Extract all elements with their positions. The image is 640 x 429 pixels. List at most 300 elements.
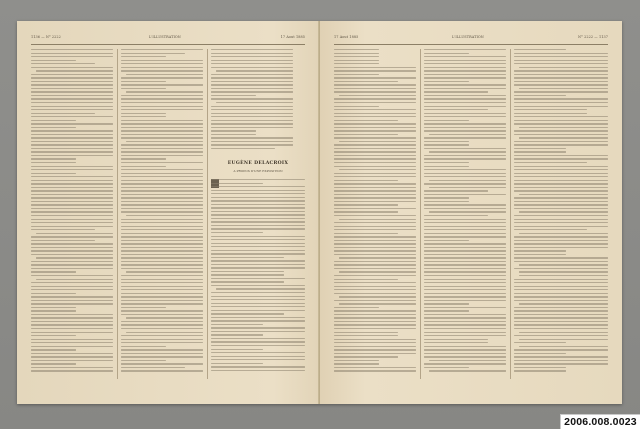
text-line	[514, 370, 566, 371]
text-line	[424, 109, 488, 110]
text-line	[121, 169, 203, 170]
text-line	[519, 211, 608, 212]
text-line	[211, 303, 305, 304]
column-divider	[510, 49, 511, 379]
text-line	[514, 134, 608, 135]
text-line	[424, 141, 469, 142]
text-line	[519, 332, 608, 333]
text-line	[121, 204, 203, 205]
text-line	[121, 335, 203, 336]
text-line	[121, 201, 203, 202]
text-line	[424, 222, 506, 223]
text-line	[211, 116, 293, 117]
text-line	[514, 106, 608, 107]
text-line	[36, 70, 113, 71]
text-line	[424, 300, 506, 301]
text-line	[424, 363, 506, 364]
text-line	[211, 274, 284, 275]
text-line	[211, 200, 305, 201]
text-line	[211, 334, 263, 335]
text-line	[126, 74, 203, 75]
text-line	[334, 123, 416, 124]
text-line	[424, 67, 506, 68]
text-line	[31, 162, 76, 163]
text-line	[424, 296, 506, 297]
text-line	[121, 67, 203, 68]
text-line	[31, 342, 113, 343]
text-line	[31, 137, 113, 138]
text-line	[31, 356, 113, 357]
text-line	[211, 144, 293, 145]
text-line	[31, 187, 113, 188]
text-line	[334, 349, 416, 350]
text-line	[121, 303, 203, 304]
text-line	[514, 289, 608, 290]
text-line	[31, 261, 113, 262]
text-line	[211, 239, 305, 240]
text-line	[424, 127, 506, 128]
text-line	[211, 228, 305, 229]
text-line	[334, 53, 379, 54]
text-line	[424, 367, 469, 368]
text-line	[121, 120, 203, 121]
text-line	[519, 194, 608, 195]
text-line	[31, 363, 76, 364]
text-line	[519, 271, 608, 272]
text-line	[334, 332, 398, 333]
text-line	[334, 84, 416, 85]
text-line	[424, 70, 506, 71]
text-line	[514, 95, 566, 96]
text-line	[121, 70, 203, 71]
text-line	[31, 148, 113, 149]
text-line	[334, 286, 416, 287]
text-line	[514, 356, 608, 357]
text-line	[514, 219, 608, 220]
text-line	[211, 127, 293, 128]
text-line	[31, 247, 113, 248]
text-line	[36, 257, 113, 258]
left-header-masthead: L'ILLUSTRATION	[149, 35, 181, 39]
text-line	[334, 162, 416, 163]
text-line	[121, 339, 203, 340]
text-line	[334, 360, 379, 361]
text-line	[334, 183, 416, 184]
text-line	[334, 120, 398, 121]
text-line	[121, 113, 166, 114]
text-line	[514, 261, 608, 262]
text-line	[424, 74, 506, 75]
text-line	[424, 162, 469, 163]
text-line	[211, 225, 305, 226]
text-line	[514, 120, 608, 121]
text-line	[339, 169, 416, 170]
text-line	[121, 151, 203, 152]
text-line	[424, 148, 506, 149]
text-line	[31, 222, 113, 223]
text-line	[121, 60, 203, 61]
text-line	[121, 208, 203, 209]
text-line	[211, 260, 305, 261]
right-header-date: 17 Aout 1885	[334, 35, 359, 39]
text-line	[514, 63, 608, 64]
text-line	[514, 197, 608, 198]
text-line	[334, 49, 379, 50]
text-line	[514, 247, 608, 248]
text-line	[31, 310, 76, 311]
text-line	[514, 314, 608, 315]
text-line	[121, 300, 203, 301]
text-line	[424, 275, 506, 276]
text-line	[424, 353, 506, 354]
text-line	[121, 229, 203, 230]
text-line	[211, 214, 305, 215]
text-line	[31, 49, 113, 50]
text-line	[31, 324, 113, 325]
text-line	[514, 102, 608, 103]
text-line	[121, 176, 203, 177]
text-line	[334, 370, 416, 371]
text-line	[519, 303, 608, 304]
text-line	[514, 229, 587, 230]
text-line	[31, 296, 113, 297]
text-line	[519, 127, 608, 128]
text-line	[121, 63, 203, 64]
text-line	[334, 268, 416, 269]
text-line	[514, 286, 608, 287]
text-line	[121, 98, 203, 99]
text-line	[31, 120, 76, 121]
text-line	[514, 84, 608, 85]
text-line	[121, 257, 203, 258]
text-line	[334, 180, 398, 181]
text-line	[31, 293, 76, 294]
text-line	[334, 293, 416, 294]
text-line	[334, 155, 416, 156]
text-line	[514, 296, 608, 297]
text-line	[121, 279, 203, 280]
text-line	[121, 77, 203, 78]
text-line	[121, 106, 203, 107]
text-line	[339, 95, 416, 96]
text-line	[211, 359, 305, 360]
text-line	[31, 264, 113, 265]
text-line	[424, 116, 506, 117]
text-line	[334, 109, 416, 110]
text-line	[424, 158, 506, 159]
text-line	[334, 176, 416, 177]
text-line	[121, 233, 203, 234]
text-line	[429, 370, 506, 371]
left-header-rule	[31, 44, 305, 45]
text-line	[334, 342, 416, 343]
text-line	[334, 144, 416, 145]
text-line	[514, 162, 587, 163]
text-line	[31, 56, 113, 57]
text-line	[126, 141, 203, 142]
text-line	[211, 109, 293, 110]
text-line	[424, 120, 469, 121]
text-line	[334, 70, 416, 71]
text-line	[514, 77, 608, 78]
text-line	[211, 141, 293, 142]
text-line	[519, 339, 608, 340]
text-line	[424, 130, 506, 131]
text-line	[36, 279, 113, 280]
text-line	[334, 279, 398, 280]
text-line	[31, 307, 76, 308]
text-line	[211, 331, 305, 332]
text-line	[519, 88, 608, 89]
text-line	[334, 226, 416, 227]
left-header-date: 17 Aout 1885	[280, 35, 305, 39]
text-line	[519, 346, 608, 347]
text-line	[514, 173, 608, 174]
text-line	[31, 88, 113, 89]
text-line	[424, 271, 506, 272]
text-line	[334, 190, 416, 191]
text-line	[424, 293, 506, 294]
text-line	[424, 324, 506, 325]
text-line	[424, 268, 506, 269]
text-line	[31, 208, 113, 209]
text-line	[514, 215, 608, 216]
text-line	[334, 81, 398, 82]
text-line	[514, 70, 608, 71]
text-line	[31, 63, 95, 64]
text-line	[211, 63, 293, 64]
text-line	[31, 367, 113, 368]
text-line	[31, 176, 113, 177]
text-line	[424, 95, 506, 96]
text-line	[31, 271, 76, 272]
text-line	[424, 194, 506, 195]
text-line	[121, 130, 203, 131]
text-line	[121, 264, 203, 265]
text-line	[31, 289, 113, 290]
text-line	[514, 166, 608, 167]
text-line	[31, 116, 113, 117]
text-line	[334, 151, 416, 152]
text-line	[339, 219, 416, 220]
text-line	[121, 197, 203, 198]
text-line	[211, 148, 275, 149]
text-line	[211, 363, 263, 364]
text-line	[126, 215, 203, 216]
text-line	[424, 183, 506, 184]
text-line	[424, 243, 506, 244]
text-line	[334, 339, 416, 340]
text-line	[31, 254, 113, 255]
text-line	[121, 158, 166, 159]
text-line	[514, 342, 566, 343]
text-line	[121, 180, 203, 181]
text-line	[424, 286, 506, 287]
text-line	[334, 317, 416, 318]
text-line	[424, 190, 488, 191]
text-line	[514, 91, 608, 92]
text-line	[31, 300, 113, 301]
text-line	[211, 81, 293, 82]
text-line	[121, 88, 166, 89]
text-line	[334, 243, 416, 244]
text-line	[514, 204, 608, 205]
text-line	[211, 134, 256, 135]
text-line	[211, 356, 305, 357]
text-line	[334, 116, 416, 117]
text-line	[334, 328, 416, 329]
text-line	[424, 229, 506, 230]
text-line	[334, 56, 379, 57]
text-line	[514, 279, 608, 280]
text-line	[121, 296, 203, 297]
text-line	[211, 271, 284, 272]
text-line	[514, 180, 608, 181]
text-line	[31, 201, 113, 202]
text-line	[211, 292, 305, 293]
article-title: EUGÈNE DELACROIX	[227, 161, 289, 166]
text-line	[31, 155, 113, 156]
text-line	[31, 215, 113, 216]
text-line	[31, 229, 95, 230]
text-line	[424, 339, 488, 340]
text-line	[334, 310, 416, 311]
text-line	[424, 307, 506, 308]
text-line	[424, 310, 469, 311]
text-line	[31, 106, 113, 107]
text-line	[514, 60, 608, 61]
text-line	[211, 285, 305, 286]
text-line	[121, 310, 203, 311]
text-line	[514, 98, 608, 99]
text-line	[31, 349, 76, 350]
text-line	[334, 63, 379, 64]
text-line	[514, 243, 608, 244]
text-line	[514, 109, 587, 110]
text-line	[121, 123, 203, 124]
text-line	[211, 253, 305, 254]
text-line	[514, 148, 566, 149]
text-line	[334, 197, 416, 198]
text-line	[211, 345, 305, 346]
text-line	[211, 257, 284, 258]
text-line	[514, 257, 608, 258]
text-line	[31, 130, 113, 131]
text-line	[126, 271, 203, 272]
text-line	[31, 339, 113, 340]
text-line	[334, 208, 416, 209]
text-line	[334, 74, 379, 75]
text-line	[334, 264, 416, 265]
text-line	[514, 293, 608, 294]
text-line	[334, 215, 416, 216]
text-line	[424, 98, 506, 99]
text-line	[339, 296, 416, 297]
text-line	[121, 226, 203, 227]
text-line	[121, 307, 166, 308]
text-line	[424, 88, 506, 89]
text-line	[334, 356, 398, 357]
text-line	[514, 328, 608, 329]
text-line	[514, 222, 608, 223]
text-line	[424, 137, 506, 138]
catalog-label	[560, 414, 640, 429]
text-line	[334, 67, 416, 68]
text-line	[429, 134, 506, 135]
text-line	[121, 254, 203, 255]
text-line	[121, 367, 185, 368]
text-line	[211, 250, 305, 251]
text-line	[121, 148, 203, 149]
text-line	[211, 366, 305, 367]
text-line	[121, 211, 203, 212]
text-line	[31, 77, 113, 78]
text-line	[121, 293, 203, 294]
text-line	[514, 123, 608, 124]
text-line	[211, 327, 305, 328]
text-line	[31, 151, 113, 152]
text-line	[424, 197, 469, 198]
text-line	[424, 102, 506, 103]
text-line	[121, 95, 203, 96]
text-line	[514, 268, 608, 269]
text-line	[31, 194, 113, 195]
text-line	[31, 127, 76, 128]
text-line	[424, 264, 506, 265]
text-line	[424, 282, 506, 283]
right-page-header	[334, 35, 608, 43]
text-line	[211, 120, 293, 121]
text-line	[31, 219, 113, 220]
text-line	[211, 60, 293, 61]
text-line	[424, 81, 469, 82]
text-line	[121, 349, 203, 350]
text-line	[31, 169, 113, 170]
text-line	[31, 236, 113, 237]
text-line	[211, 204, 305, 205]
text-line	[424, 215, 488, 216]
right-column-3	[514, 49, 608, 379]
text-line	[216, 102, 293, 103]
text-line	[334, 307, 379, 308]
text-line	[424, 204, 506, 205]
text-line	[211, 338, 305, 339]
text-line	[31, 113, 95, 114]
right-header-rule	[334, 44, 608, 45]
text-line	[514, 363, 608, 364]
text-line	[31, 286, 113, 287]
text-line	[424, 314, 506, 315]
text-line	[211, 179, 305, 180]
text-line	[211, 352, 305, 353]
article-subtitle: A PROPOS D'UNE EXPOSITION	[233, 169, 283, 173]
text-line	[211, 98, 293, 99]
text-line	[334, 173, 416, 174]
text-line	[31, 53, 113, 54]
text-line	[211, 320, 305, 321]
text-line	[121, 353, 203, 354]
text-line	[334, 158, 416, 159]
text-line	[514, 158, 608, 159]
text-line	[514, 317, 608, 318]
text-line	[334, 127, 416, 128]
text-line	[514, 74, 608, 75]
text-line	[334, 261, 416, 262]
text-line	[31, 346, 113, 347]
text-line	[519, 275, 608, 276]
text-line	[514, 151, 566, 152]
text-line	[424, 56, 506, 57]
